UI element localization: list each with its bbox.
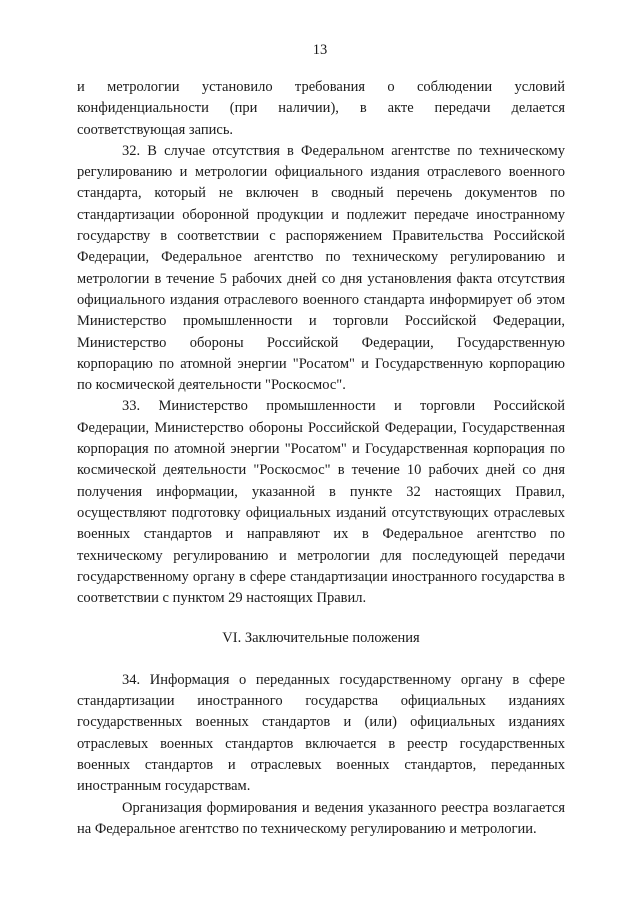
document-body [77, 77, 565, 840]
paragraph-33: 33. Министерство промышленности и торговли Российской Федерации, Министерство обороны Российской Федерации, Государственная корпорация по атомной энергии "Росатом" и Государственная корпорация по космической деятельности "Роскосмос" в течение 10 рабочих дней со дня получения информации, указанной в пункте 32 настоящих Правил, осуществляют подготовку официальных изданий отсутствующих отраслевых военных стандартов и направляют их в Федеральное агентство по техническому регулированию и метрологии для последующей передачи государственному органу в сфере стандартизации иностранного государства в соответствии с пунктом 29 настоящих Правил. [77, 398, 565, 607]
paragraph-34: 34. Информация о переданных государственному органу в сфере стандартизации иностранного государства официальных изданиях государственных военных стандартов и (или) официальных изданиях отраслевых военных стандартов включается в реестр государственных военных стандартов и отраслевых военных стандартов, переданных иностранным государствам. [77, 671, 565, 795]
paragraph-continuation: и метрологии установило требования о соблюдении условий конфиденциальности (при наличии), в акте передачи делается соответствующая запись. [77, 79, 565, 138]
page-number: 13 [312, 42, 328, 58]
paragraph-34-registry: Организация формирования и ведения указанного реестра возлагается на Федеральное агентство по техническому регулированию и метрологии. [77, 799, 565, 837]
paragraph-32: 32. В случае отсутствия в Федеральном агентстве по техническому регулированию и метрологии официального издания отраслевого военного стандарта, который не включен в сводный перечень документов по стандартизации оборонной продукции и подлежит передаче иностранному государству в соответствии с распоряжением Правительства Российской Федерации, Федеральное агентство по техническому регулированию и метрологии в течение 5 рабочих дней со дня установления факта отсутствия официального издания отраслевого военного стандарта информирует об этом Министерство промышленности и торговли Российской Федерации, Министерство обороны Российской Федерации, Государственную корпорацию по атомной энергии "Росатом" и Государственную корпорацию по космической деятельности "Роскосмос". [77, 142, 565, 394]
section-heading: VI. Заключительные положения [222, 630, 420, 647]
